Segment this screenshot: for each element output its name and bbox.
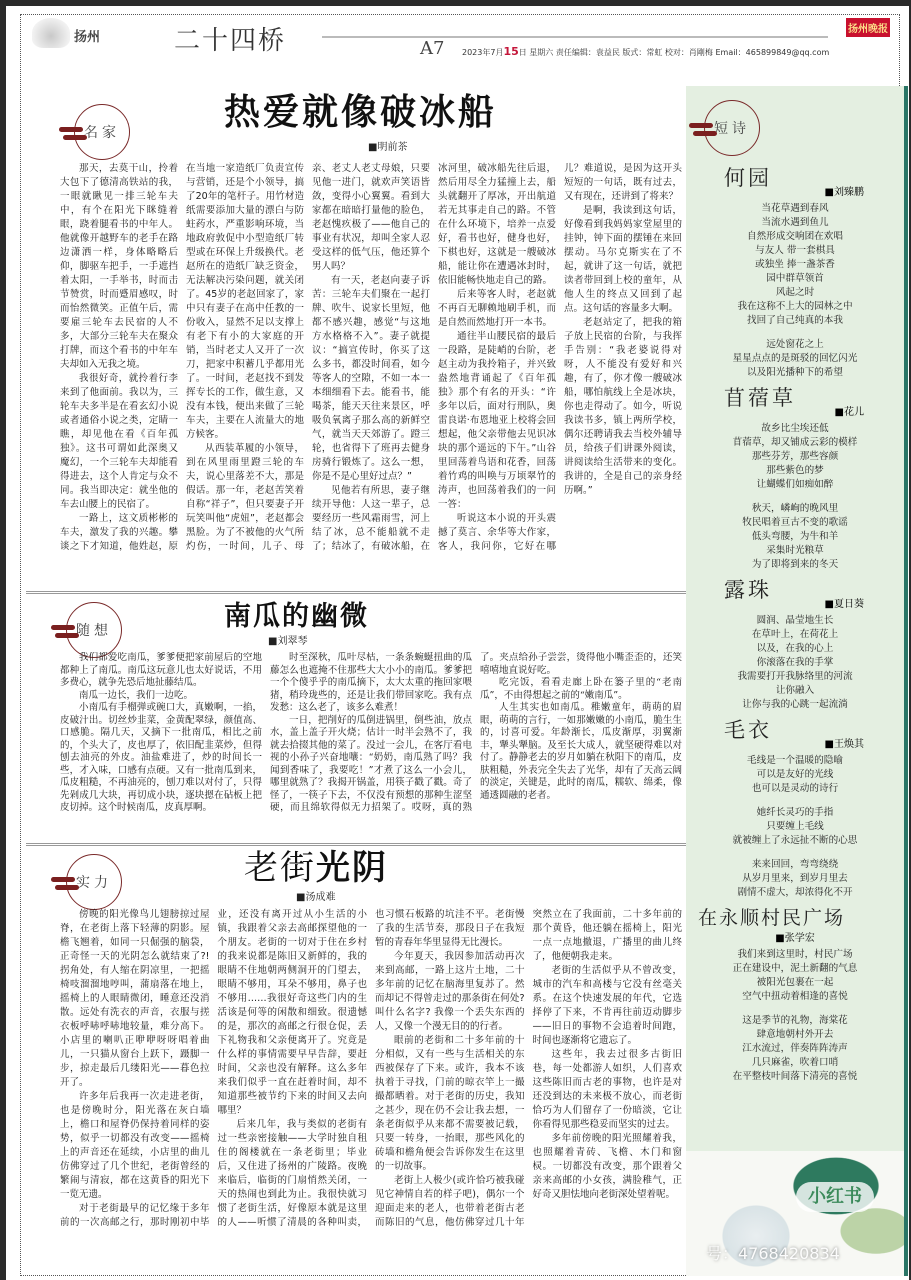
article-title <box>244 849 388 888</box>
section-divider <box>26 591 688 594</box>
poem-line: 故乡比尘埃还低 <box>761 423 829 434</box>
poem-title: 何园 <box>724 166 772 190</box>
poem-title: 苜蓿草 <box>724 386 796 410</box>
paragraph: 听说这本小说的开头震撼了莫言、余华等大作家，客人，我问你，它好在哪儿？难道说，是因为这开头短短的一句话，既有过去，又有现在，还讲到了将来？ <box>438 163 682 552</box>
poem-author: ■王焕其 <box>824 739 864 750</box>
poem <box>686 718 904 900</box>
article-title: 南瓜的幽微 <box>224 601 369 632</box>
article-title: 热爱就像破冰船 <box>224 92 498 133</box>
page-number: A7 <box>420 38 445 59</box>
section-title: 二十四桥 <box>174 26 287 56</box>
logo-text: 扬州晚报 <box>846 18 890 37</box>
poem-line: 秋天，嶙峋的晚风里 <box>751 503 839 514</box>
stanza-gap <box>686 328 904 338</box>
poem-line: 自然形成交响团在欢唱 <box>747 231 843 242</box>
paragraph: 眼前的老街和二十多年前的十分相似，又有一些与生活相关的东西被保存了下来。或许，我本不该执着于寻找，门前的晾衣竿上一撮撮都晒着。对于老街的历史，我知之甚少，现在仍不会让我去想，一条老街似乎从来都不需要被记载，只要一转身，一抬眼，那些风化的砖墙和檐角便会告诉你发生在这里的一切故事。 <box>375 1035 525 1172</box>
poem-line: 来来回回，弯弯绕绕 <box>751 859 839 870</box>
paragraph: 南瓜一边长，我们一边吃。 <box>79 689 194 701</box>
article-byline: ■汤成难 <box>296 892 336 903</box>
column-badge-suixiang: 随想 <box>66 602 122 658</box>
paragraph: 通往半山腰民宿的最后一段路，是陡峭的台阶，老赵主动为我拎箱子，并兴致盎然地背诵起了《百年孤独》那个有名的开头：“许多年以后，面对行刑队，奥雷良诺·布恩地亚上校将会回想起，他父亲带他去见识冰块的那个遥远的下午。”山谷里回荡着鸟语和花香，回荡着竹鸡的叫唤与万顷翠竹的涛声，也回荡着我们的一问一答： <box>438 331 556 510</box>
poem-line: 找回了自己纯真的本我 <box>747 315 843 326</box>
poem-line: 当花草遇到春风 <box>761 203 829 214</box>
paragraph: 后来等客人时，老赵就不再百无聊赖地刷手机，而是自然而然地打开一本书。 <box>438 289 556 328</box>
poem-line: 我们来到这里时，村民广场 <box>737 949 853 960</box>
poem-body <box>686 422 904 572</box>
poem-body <box>686 202 904 380</box>
poem-line: 江水流过，伴奏阵阵涛声 <box>742 1043 848 1054</box>
poem-line: 她纤长灵巧的手指 <box>756 807 834 818</box>
poem-line: 当流水遇到鱼儿 <box>761 217 829 228</box>
header-rule <box>322 36 828 38</box>
poem-author: ■花儿 <box>834 407 864 418</box>
date-prefix: 2023年7月 <box>462 48 504 57</box>
poem-line: 被阳光包裹在一起 <box>756 977 834 988</box>
poem-line: 或独坐 捧一盏茶香 <box>755 259 835 270</box>
paragraph: 这些年，我去过很多古街旧巷，每一处都游人如织，人们喜欢这些陈旧而古老的事物，也许是对还没到达的未来极不放心，而老街恰巧为人们留存了一份暗淡，它让你看得见那些稳妥而坚实的过去。 <box>532 1049 682 1130</box>
poem-line: 剧情不虚大，却浓得化不开 <box>737 887 853 898</box>
poem-line: 圆润、晶莹地生长 <box>756 615 834 626</box>
poem-line: 以及阳光播种下的希望 <box>747 367 843 378</box>
title-light: 老街 <box>244 848 316 888</box>
poem <box>686 166 904 380</box>
poem <box>686 578 904 712</box>
poem-line: 远处窗花之上 <box>766 339 824 350</box>
paragraph: 见他若有所思，妻子继续开导他：人这一辈子，总要经历一些风霜雨雪，河上结了冰，总不能船就不走了；结冰了，有破冰船，在冰河里，破冰船先往后退，然后用尽全力猛撞上去，船头就翻开了厚冰，开出航道若无其事走自己的路。不管在什么环境下，培养一点爱好，看书也好，健身也好，下棋也好，这就是一艘破冰船，能让你在遭遇冰封时，依旧能畅快地走自己的路。 <box>312 163 556 552</box>
poem-line: 毛线是一个温暖的隐喻 <box>747 755 843 766</box>
poem-line: 为了即将到来的冬天 <box>751 559 839 570</box>
newspaper-logo <box>846 18 890 40</box>
poem-body <box>686 614 904 712</box>
poem-line: 我需要打开我脉络里的河流 <box>737 671 853 682</box>
poem-title: 露珠 <box>724 578 772 602</box>
poem-line: 我在这称不上大的园林之中 <box>737 301 853 312</box>
poem <box>686 386 904 572</box>
paragraph: 老赵站定了，把我的箱子放上民宿的台阶，与我挥手告别：“我老婆说得对呀，人不能没有爱好和兴趣，有了，你才像一艘破冰船，哪怕航线上全是冰块，你也走得动了。如今，听说我读书多，镇上两所学校，偶尔还聘请我去当校外辅导员，给孩子们讲课外阅读，讲阅读给生活带来的变化。我讲的，全是自己的亲身经历啊。” <box>564 317 682 496</box>
poem-line: 正在建设中，泥土新翻的气息 <box>732 963 858 974</box>
stanza-gap <box>686 796 904 806</box>
paragraph: 多年前傍晚的阳光照耀着我，也照耀着青砖、飞檐、木门和窗棂。一切都没有改变，那个跟着父亲来高邮的小女孩，满脸稚气，正好奇又胆怯地向老街深处望着呢。 <box>532 1133 682 1200</box>
poem-line: 以及，在我的心上 <box>756 643 834 654</box>
poem-line: 让你与我的心跳一起流淌 <box>742 699 848 710</box>
paragraph: 吃完饭，看看走廊上卧在篓子里的“老南瓜”，不由得想起之前的“嫩南瓜”。 <box>480 677 682 701</box>
issue-meta <box>462 45 829 58</box>
column-badge-shili: 实力 <box>66 854 122 910</box>
poem-author: ■刘臻鹏 <box>824 187 864 198</box>
poem-author: ■夏日葵 <box>824 599 864 610</box>
article-byline: ■刘翠琴 <box>268 636 308 647</box>
paragraph: 我们都爱吃南瓜，爹爹便把家前屋后的空地都种上了南瓜。南瓜这玩意儿也太好说话，不用多费心，就争先恐后地扯藤结瓜。 <box>60 652 262 688</box>
paragraph: 人生其实也如南瓜。稚嫩童年，萌萌的眉眼，萌萌的言行，一如那嫩嫩的小南瓜，脆生生的，讨喜可爱。年龄渐长，瓜皮渐厚，羽翼渐丰，犟头犟脑。及至长大成人，就坚硬得难以对付了。静静老去的岁月如躺在秋阳下的南瓜，皮肤粗糙，外表完全失去了光华，却有了天高云阔的淡定，关键是，此时的南瓜，糯软、绵柔，像通透圆融的老者。 <box>480 702 682 801</box>
article-body <box>60 908 682 1274</box>
paragraph: 对于老街最早的记忆缘于多年前的一次高邮之行，那时刚初中毕业，还没有离开过从小生活的小镇，我跟着父亲去高邮探望他的一个朋友。老街的一切对于住在乡村的我来说都是陈旧又新鲜的，我的眼睛不住地朝两侧洞开的门望去，眼睛不够用，耳朵不够用，鼻子也不够用……我很好奇这些门内的生活该是何等的闲散和细致。很遗憾的是，那次的高邮之行很仓促，丢下礼物我和父亲便离开了。究竟是什么样的事情需要早早告辞，要赶时间，父亲也没有解释。这么多年来我们似乎一直在赶着时间，却不知道那些被节约下来的时间又去向哪里？ <box>60 909 367 1228</box>
poem-line: 也可以是灵动的诗行 <box>751 783 839 794</box>
poem-author: ■张学宏 <box>775 933 815 944</box>
stanza-gap <box>686 1004 904 1014</box>
poem-line: 只要缠上毛线 <box>766 821 824 832</box>
stanza-gap <box>686 492 904 502</box>
poem-line: 采集时光粮草 <box>766 545 824 556</box>
stanza-gap <box>686 848 904 858</box>
poem-body <box>686 754 904 900</box>
poem-line: 可以是友好的光线 <box>756 769 834 780</box>
poem-body <box>686 948 904 1084</box>
poem-line: 这是季节的礼物，海棠花 <box>742 1015 848 1026</box>
date-suffix: 日 星期六 责任编辑：袁益民 版式：常虹 校对：肖剛梅 Email：465899849@qq.com <box>518 48 830 57</box>
poem-line: 那些紫色的梦 <box>766 465 824 476</box>
paragraph: 时至深秋，瓜叶尽枯，一条条蜿蜒扭曲的瓜藤怎么也遮掩不住那些大大小小的南瓜。爹爹把一个个傻乎乎的南瓜摘下，太大太重的拖回家喂猪，稍玲珑些的，还是让我们带回家吃。我有点发愁：这么老了，该多么难煮！ <box>270 652 472 713</box>
poem-line: 在平整枝叶间落下清亮的喜悦 <box>732 1071 858 1082</box>
watermark-logo: 小红书 <box>796 1182 874 1212</box>
poem-line: 就被缠上了永远扯不断的心思 <box>732 835 858 846</box>
paragraph: 傍晚的阳光像鸟儿翅膀掠过屋脊，在老街上落下轻薄的阴影。屋檐飞翘着，如同一只倔强的脑袋，正奇怪一天的光阴怎么就结束了?! 拐角处，有人缩在阴凉里，一把摇椅吱溜溜地哼叫，蒲扇落在地上，摇椅上的人眼睛微闭，睡意还没消散。远处有洗衣的声音，衣服与搓衣板呼哧呼哧地较量，难分高下。小店里的喇叭正咿咿呀呀唱着曲儿，一只猫从窗台上跃下，蹑脚一步，掠走最后几缕阳光——暮色拉开了。 <box>60 909 210 1088</box>
paragraph: 有一天，老赵向妻子诉苦：三轮车夫们聚在一起打牌、吹牛、说家长里短，他都不感兴趣，感觉“与这地方水格格不入”。妻子就提议：“搞宣传时，你买了这么多书，都没时间看，如今等客人的空隙，不如一本一本细细看下去。能看书，能喝茶，能天天往来景区，呼吸负氧离子那么高的新鲜空气，就当天天郊游了。蹬三轮，也省得下了班再去健身房骑行锻炼了。这么一想，你是不是心里好过点？” <box>312 275 430 482</box>
paragraph: 老街上人极少(或许恰巧被我碰见它神情自若的样子吧)，偶尔一个迎面走来的老人，也带着老街古老而陈旧的气息，他仿佛穿过几十年突然立在了我面前，二十多年前的那个黄昏，他还躺在摇椅上，阳光一点一点地撤退，广播里的曲儿终了，他便朝我走来。 <box>375 909 682 1228</box>
bridge-illustration-icon <box>32 18 70 48</box>
page-header <box>22 16 898 59</box>
section-divider <box>26 843 688 846</box>
paragraph: 一路上，这文质彬彬的车夫，激发了我的兴趣。攀谈之下才知道，他姓赵，原在当地一家造纸厂负责宣传与营销，还是个小领导，搞了20年的笔杆子。用竹材造纸需要添加大量的漂白与防蛀药水，严重影响环境，当地政府敦促中小型造纸厂转型或在环保上升级换代。老赵所在的造纸厂缺乏资金，无法解决污染问题，就关闭了。45岁的老赵回家了，家中只有妻子在高中任教的一份收入，显然不足以支撑上有老下有小的大家庭的开销，当时老丈人又开了一次刀，把家中积蓄几乎都用光了。一时间，老赵找不到发挥专长的工作，做生意，又没有本钱，便出来做了三轮车夫，主要在人流量大的地方候客。 <box>60 163 304 552</box>
poem-line: 让蝴蝶们如痴如醉 <box>756 479 834 490</box>
article-body <box>60 162 682 588</box>
paragraph: 我很好奇，就拎着行李来到了他面前。我以为，三轮车夫多半是在看玄幻小说或者通俗小说之类，定睛一瞧，却见他在看《百年孤独》。这书可谓如此深奥又魔幻，一个三轮车夫却能看得进去，这个人肯定与众不同。我当即决定：就坐他的车去山腰上的民宿了。 <box>60 373 178 510</box>
column-badge-mingjia: 名家 <box>74 104 130 160</box>
poem-line: 肆意地朝村外开去 <box>756 1029 834 1040</box>
poem-line: 苜蓿草，却又铺成云彩的模样 <box>732 437 858 448</box>
poem-line: 园中群草领首 <box>766 273 824 284</box>
poem-line: 几只麻雀，吹着口哨 <box>751 1057 839 1068</box>
poem <box>686 906 904 1084</box>
date-day: 15 <box>503 45 519 58</box>
paragraph: 那天，去莫干山，拎着大包下了德清高铁站的我，一眼就瞅见一排三轮车夫中，有个在阳光下眯缝着眼，跷着腿看书的中年人。他就像开越野车的老手在路边潇洒一样，身体略略后仰，脚驱车把手，一手遮挡着太阳，一手举书，时而击节赞赏，时而蹙眉感叹，时而怡然微笑。正值午后，需要雇三轮车去民宿的人不多，大部分三轮车夫在聚众打牌，而这个看书的中年车夫却如入无我之境。 <box>60 163 178 370</box>
newspaper-page <box>6 6 909 1280</box>
paragraph: 一日，把削好的瓜倒进锅里，倒些油，放点水，盖上盖子开火烧；估计一时半会熟不了，我就去拾掇其他的菜了。没过一会儿，在客厅看电视的小孙子兴奋地嚷：“奶奶，南瓜熟了吗？我闻到香味了，我要吃！”才煮了这么一小会儿，哪里就熟了？我揭开锅盖，用筷子戳了戳。奇了怪了，一筷子下去，不仅没有预想的那种生涩坚硬，而且绵软得似无力招架了。哎呀，真的熟了。夹点给孙子尝尝，烫得他小嘴歪歪的，还笑嘻嘻地直说好吃。 <box>270 652 682 813</box>
poem-line: 低头弯腰，为牛和羊 <box>751 531 839 542</box>
poem-line: 空气中扭动着相逢的喜悦 <box>742 991 848 1002</box>
paragraph: 老街的生活似乎从不曾改变，城市的汽车和高楼与它没有丝毫关系。在这个快速发展的年代，它选择停了下来，不肯再往前迈动脚步——旧日的事物不会追着时间跑，时间也逐渐将它遗忘了。 <box>532 965 682 1046</box>
poem-line: 风起之时 <box>775 287 815 298</box>
poetry-column <box>686 86 908 1276</box>
poem-title: 在永顺村民广场 <box>698 907 846 929</box>
paragraph: 今年夏天，我因参加活动再次来到高邮，一路上这片土地，二十多年前的记忆在脑海里复苏了。然而却记不得曾走过的那条街在何处? 叫什么名字? 我像一个丢失东西的人，又像一个漫无目的的行者。 <box>375 951 525 1032</box>
poem-title: 毛衣 <box>724 718 772 742</box>
poem-line: 让你融入 <box>775 685 815 696</box>
poem-line: 在草叶上，在荷花上 <box>751 629 839 640</box>
header-brand: 扬州 <box>74 30 101 45</box>
poem-line: 那些芬芳，那些容颜 <box>751 451 839 462</box>
poem-line: 你滚落在我的手掌 <box>756 657 834 668</box>
poem-line: 星星点点的是斑驳的回忆闪光 <box>732 353 858 364</box>
poem-line: 与友人 带一套棋具 <box>755 245 835 256</box>
paragraph: 小南瓜有手榴弹或碗口大，真嫩啊，一掐，皮破汁出。切丝炒韭菜，金黄配翠绿，颜值高、口感脆。隔几天，又摘下一批南瓜，相比之前的，个头大了，皮也厚了，依旧配韭菜炒，但得刨去油亮的外皮。油盐难进了，炒的时间长一些，才入味，口感有点硬。又有一批南瓜到来，瓜皮粗糙，不再油亮的，刨刀难以对付了，只得先剁成几大块，再切成小块，逐块摁在砧板上把皮切掉。这个时候南瓜，皮真厚啊。 <box>60 702 262 813</box>
poem-line: 从岁月里来，到岁月里去 <box>742 873 848 884</box>
title-bold: 光阴 <box>316 848 388 888</box>
paragraph: 后来几年，我与类似的老街有过一些亲密接触——大学时独自租住的阁楼就在一条老街里；毕业后，又住进了扬州的广陵路。夜晚来临后，临街的门扇悄然关闭，一天的热闹也到此为止。我很快就习惯了老街生活，好像原本就是这里的人——听惯了清晨的各种叫卖，也习惯石板路的坑洼不平。老街慢了我的生活节奏，那段日子在我短暂的青春年华里显得无比漫长。 <box>217 909 525 1228</box>
watermark-id: 号：4768420834 <box>706 1244 840 1263</box>
poem-line: 牧民唱着亘古不变的歌谣 <box>742 517 848 528</box>
column-badge-duanshi: 短诗 <box>704 100 760 156</box>
article-body <box>60 652 682 840</box>
article-byline: ■明前茶 <box>368 142 408 153</box>
paragraph: 从西装革履的小领导，到在风里雨里蹬三轮的车夫，说心里落差不大，那是假话。那一年，老赵苦笑着自称“祥子”，但只要妻子开玩笑叫他“虎妞”，老赵都会黑脸。为了不被他的火气所灼伤，一时间，儿子、母亲、老丈人老丈母娘，只要见他一进门，就欢声笑语皆敛，变得小心翼翼。看到大家都在暗暗打量他的脸色，老赵愧疚极了——他自己的事业有状况，却叫全家人忍受这样的低气压，他还算个男人吗？ <box>186 163 430 552</box>
paragraph: 是啊，我读到这句话，好像看到我妈妈家堂屋里的挂钟，钟下面的摆锤在来回摆动。马尔克斯实在了不起，就讲了这一句话，就把读者带回到上校的童年，从他人生的终点又回到了起点。这句话的容量多大啊。 <box>564 205 682 314</box>
paragraph: 许多年后我再一次走进老街，也是傍晚时分，阳光落在灰白墙上，檐口和屋脊仍保持着同样的姿势，似乎一切都没有改变——摇椅上的声音还在延续，小店里的曲儿仿佛穿过了几个世纪，老街曾经的繁闹与清寂，都在这黄昏的阳光下一览无遗。 <box>60 1091 210 1200</box>
